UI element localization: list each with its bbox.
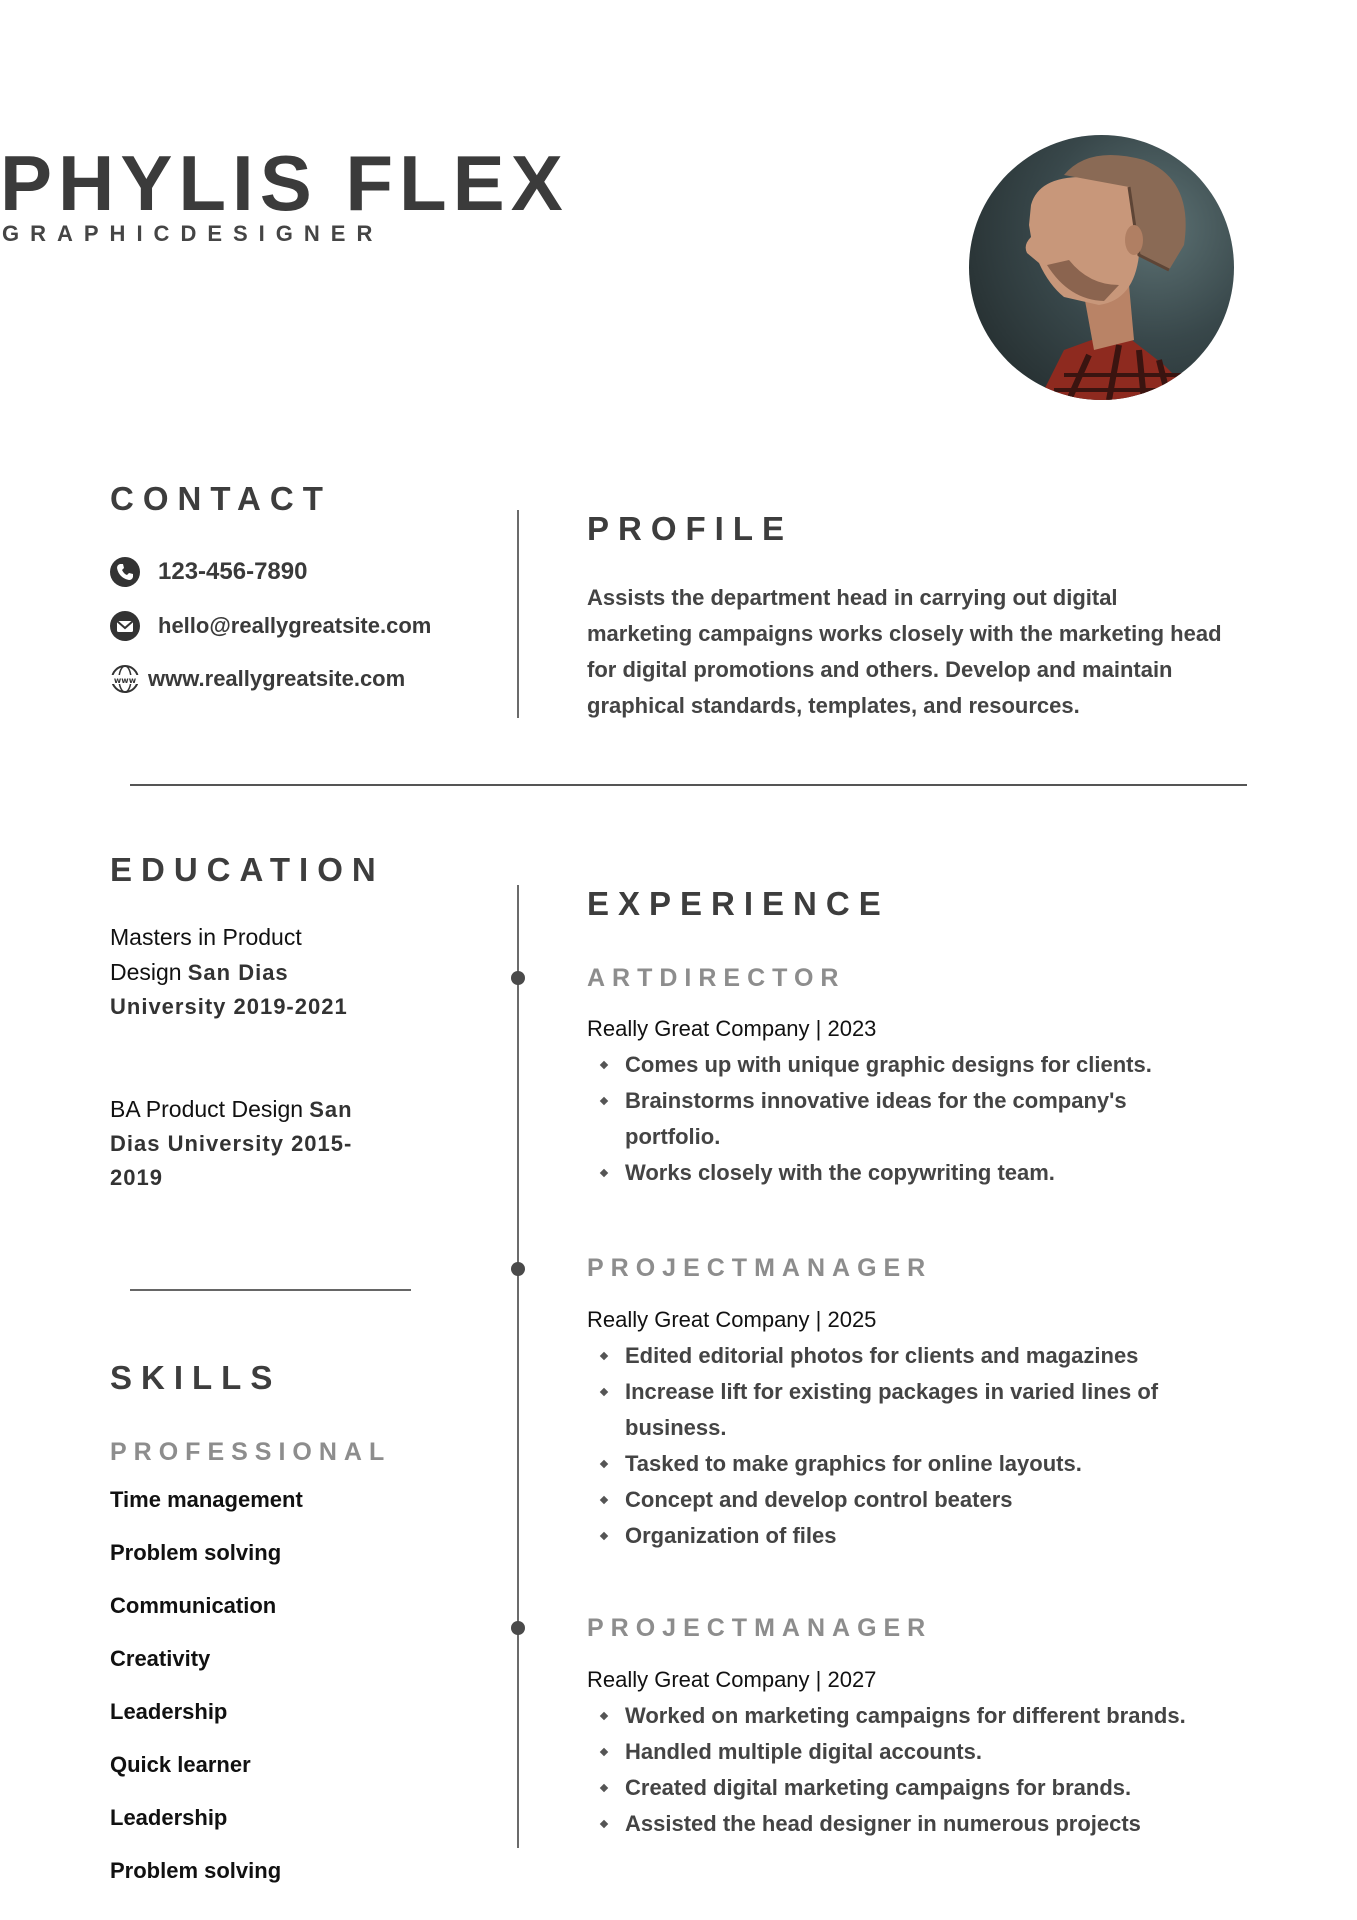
job-title: PROJECTMANAGER [587, 1254, 933, 1282]
skill-item: Problem solving [110, 1858, 282, 1883]
profile-photo-illustration [969, 135, 1234, 400]
education-heading: EDUCATION [110, 851, 385, 888]
education-degree: BA Product Design [110, 1096, 304, 1122]
job-bullet: Organization of files [587, 1518, 1227, 1554]
education-item [110, 1092, 370, 1195]
education-divider [130, 1289, 411, 1291]
profile-heading: PROFILE [587, 510, 794, 547]
skills-subheading: PROFESSIONAL [110, 1438, 392, 1466]
timeline-line [517, 885, 519, 1848]
education-school: San Dias University 2019-2021 [110, 960, 348, 1019]
job-bullet: Created digital marketing campaigns for brands. [587, 1770, 1227, 1806]
job-bullet: Concept and develop control beaters [587, 1482, 1227, 1518]
skills-heading: SKILLS [110, 1359, 282, 1396]
job-bullet: Assisted the head designer in numerous projects [587, 1806, 1227, 1842]
job-bullets [587, 1698, 1227, 1842]
contact-phone [108, 555, 307, 589]
job-bullet: Comes up with unique graphic designs for clients. [587, 1047, 1227, 1083]
education-degree: Masters in Product Design [110, 924, 302, 985]
timeline-dot [511, 971, 525, 985]
education-item [110, 920, 370, 1024]
candidate-name: PHYLIS FLEX [0, 139, 569, 227]
contact-email [108, 609, 431, 643]
job-bullet: Works closely with the copywriting team. [587, 1155, 1227, 1191]
timeline-dot [511, 1621, 525, 1635]
profile-text: Assists the department head in carrying out digital marketing campaigns works closely with the marketing head for digital promotions and others. Develop and maintain graphical standards, templates, and resources. [587, 585, 1222, 718]
job-bullet: Brainstorms innovative ideas for the company's portfolio. [587, 1083, 1227, 1155]
experience-heading: EXPERIENCE [587, 885, 890, 922]
skill-item: Quick learner [110, 1752, 251, 1777]
job-bullet: Worked on marketing campaigns for different brands. [587, 1698, 1227, 1734]
job-bullet: Increase lift for existing packages in varied lines of business. [587, 1374, 1227, 1446]
skill-item: Leadership [110, 1805, 228, 1830]
email-icon [108, 609, 142, 643]
education-school: San Dias University 2015-2019 [110, 1097, 353, 1190]
job-company: Really Great Company | 2027 [587, 1667, 877, 1692]
skill-item: Communication [110, 1593, 277, 1618]
website-url[interactable]: www.reallygreatsite.com [148, 666, 406, 691]
svg-text:www: www [113, 676, 137, 685]
job-bullet: Tasked to make graphics for online layouts. [587, 1446, 1227, 1482]
job-company: Really Great Company | 2023 [587, 1016, 877, 1041]
top-column-divider [517, 510, 519, 718]
skill-item: Leadership [110, 1699, 228, 1724]
job-title: ARTDIRECTOR [587, 964, 846, 992]
contact-heading: CONTACT [110, 480, 332, 517]
job-bullets [587, 1338, 1227, 1554]
phone-number[interactable]: 123-456-7890 [158, 558, 308, 585]
section-divider [130, 784, 1247, 786]
timeline-dot [511, 1262, 525, 1276]
candidate-role: GRAPHICDESIGNER [2, 221, 384, 246]
email-address[interactable]: hello@reallygreatsite.com [158, 613, 432, 638]
skill-item: Problem solving [110, 1540, 282, 1565]
job-bullet: Edited editorial photos for clients and magazines [587, 1338, 1227, 1374]
job-bullets [587, 1047, 1227, 1191]
phone-icon [108, 555, 142, 589]
job-title: PROJECTMANAGER [587, 1614, 933, 1642]
job-bullet: Handled multiple digital accounts. [587, 1734, 1227, 1770]
skill-item: Creativity [110, 1646, 211, 1671]
globe-www-icon [108, 662, 142, 696]
profile-photo [969, 135, 1234, 400]
skill-item: Time management [110, 1487, 303, 1512]
job-company: Really Great Company | 2025 [587, 1307, 877, 1332]
contact-website [108, 662, 405, 696]
